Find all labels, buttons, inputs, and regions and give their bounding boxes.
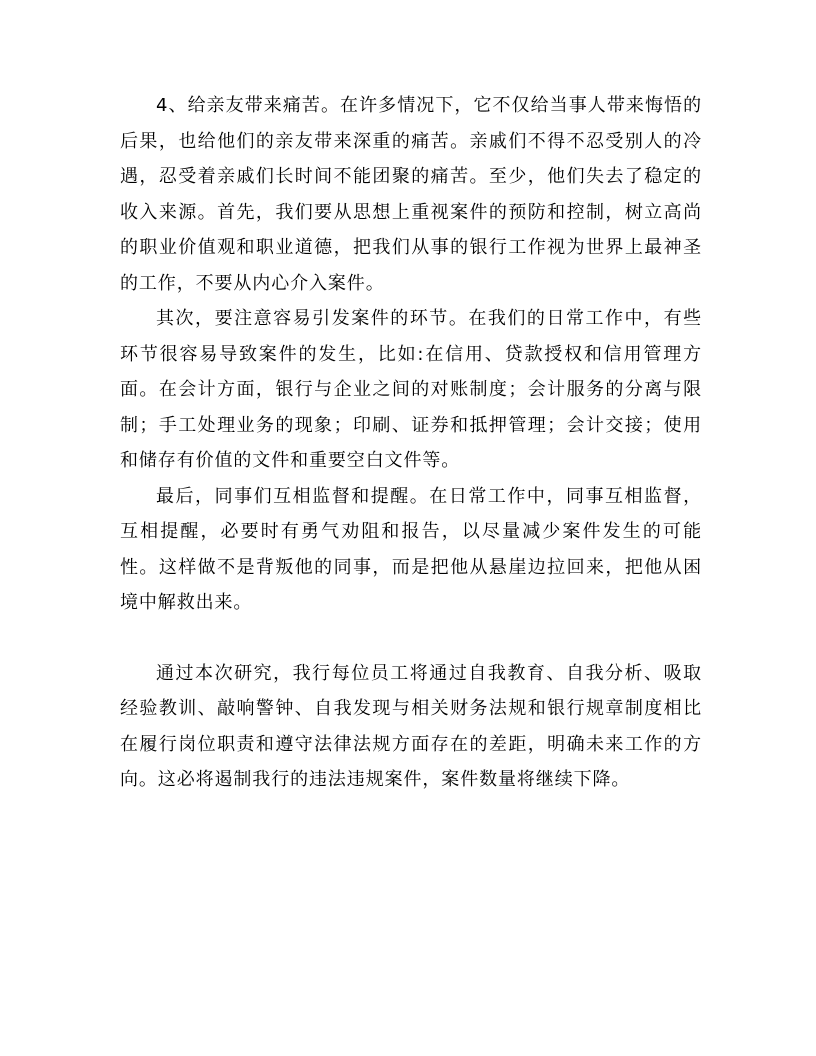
paragraph-family-suffering: 4、给亲友带来痛苦。在许多情况下，它不仅给当事人带来悔悟的后果，也给他们的亲友带来深重的痛苦。亲戚们不得不忍受别人的冷遇，忍受着亲戚们长时间不能团聚的痛苦。至少，他们失去了稳定的收入来源。首先，我们要从思想上重视案件的预防和控制，树立高尚的职业价值观和职业道德，把我们从事的银行工作视为世界上最神圣的工作，不要从内心介入案件。 <box>120 95 702 294</box>
document-page <box>120 88 702 798</box>
paragraph-risk-links: 其次，要注意容易引发案件的环节。在我们的日常工作中，有些环节很容易导致案件的发生，比如:在信用、贷款授权和信用管理方面。在会计方面，银行与企业之间的对账制度；会计服务的分离与限制；手工处理业务的现象；印刷、证券和抵押管理；会计交接；使用和储存有价值的文件和重要空白文件等。 <box>120 308 702 471</box>
paragraph-gap <box>120 621 702 656</box>
paragraph-conclusion: 通过本次研究，我行每位员工将通过自我教育、自我分析、吸取经验教训、敲响警钟、自我发现与相关财务法规和银行规章制度相比在履行岗位职责和遵守法律法规方面存在的差距，明确未来工作的方向。这必将遏制我行的违法违规案件，案件数量将继续下降。 <box>120 662 702 790</box>
paragraph-mutual-supervision: 最后，同事们互相监督和提醒。在日常工作中，同事互相监督，互相提醒，必要时有勇气劝阻和报告，以尽量减少案件发生的可能性。这样做不是背叛他的同事，而是把他从悬崖边拉回来，把他从困境中解救出来。 <box>120 485 702 613</box>
